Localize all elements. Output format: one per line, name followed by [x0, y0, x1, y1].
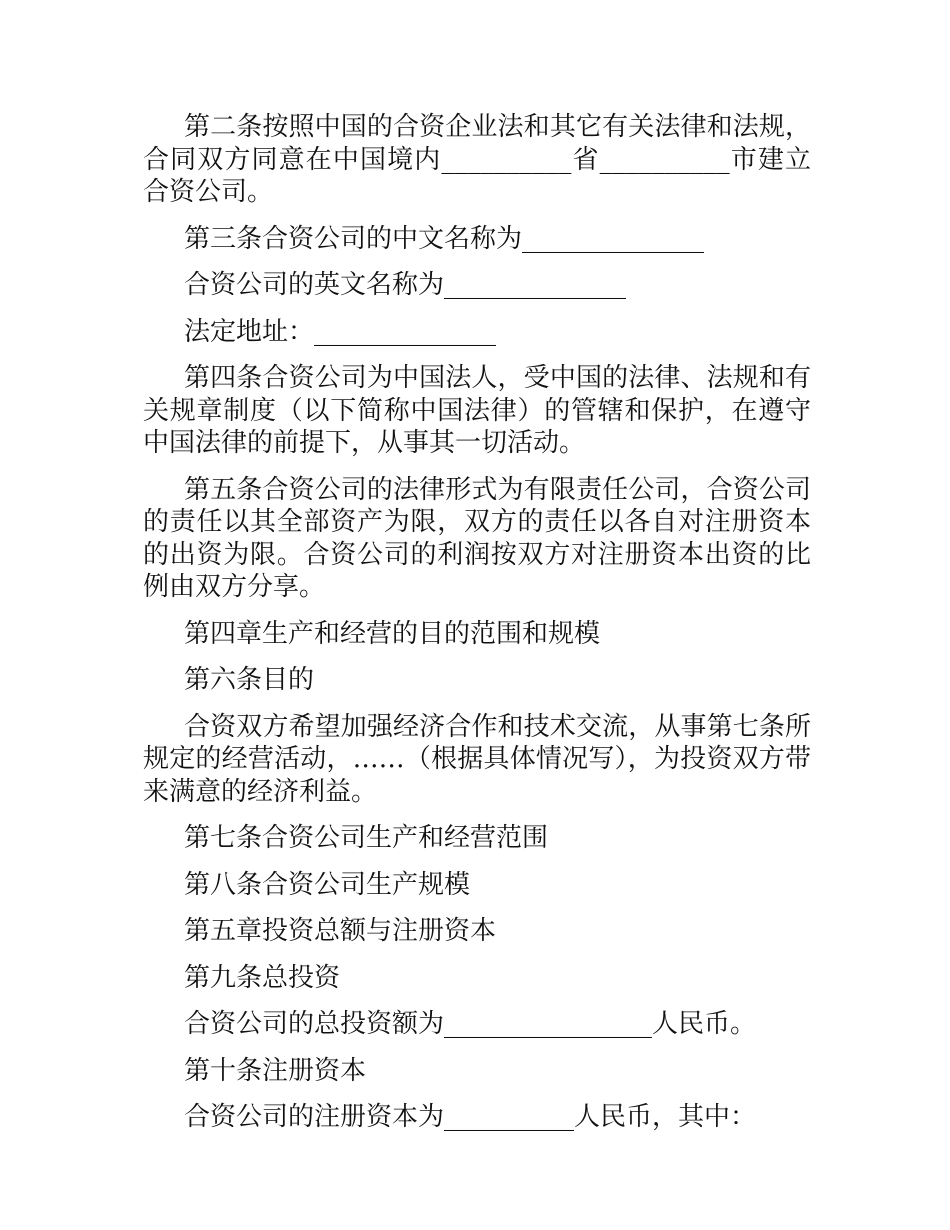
registered-capital-line: 合资公司的注册资本为__________人民币，其中： [184, 1102, 757, 1132]
document-page [143, 111, 811, 1148]
article-3-chinese-name: 第三条合资公司的中文名称为______________ [184, 223, 705, 254]
article-2-paragraph: 第二条按照中国的合资企业法和其它有关法律和法规，合同双方同意在中国境内__________省__________市建立合资公司。 [143, 112, 811, 207]
article-4-paragraph: 第四条合资公司为中国法人，受中国的法律、法规和有关规章制度（以下简称中国法律）的管辖和保护，在遵守中国法律的前提下，从事其一切活动。 [143, 363, 811, 458]
article-8-heading: 第八条合资公司生产规模 [184, 869, 471, 900]
total-investment-line: 合资公司的总投资额为________________人民币。 [184, 1009, 757, 1039]
article-6-paragraph: 合资双方希望加强经济合作和技术交流，从事第七条所规定的经营活动，……（根据具体情况写），为投资双方带来满意的经济利益。 [143, 711, 811, 807]
article-7-heading: 第七条合资公司生产和经营范围 [184, 823, 549, 853]
chapter-4-heading: 第四章生产和经营的目的范围和规模 [184, 618, 601, 649]
article-10-heading: 第十条注册资本 [184, 1055, 367, 1086]
article-5-paragraph: 第五条合资公司的法律形式为有限责任公司，合资公司的责任以其全部资产为限，双方的责任以各自对注册资本的出资为限。合资公司的利润按双方对注册资本出资的比例由双方分享。 [143, 474, 811, 602]
english-name-line: 合资公司的英文名称为______________ [184, 270, 627, 300]
legal-address-line: 法定地址：______________ [184, 316, 497, 347]
article-6-heading: 第六条目的 [184, 665, 315, 695]
chapter-5-heading: 第五章投资总额与注册资本 [184, 916, 497, 946]
article-9-heading: 第九条总投资 [184, 962, 341, 993]
